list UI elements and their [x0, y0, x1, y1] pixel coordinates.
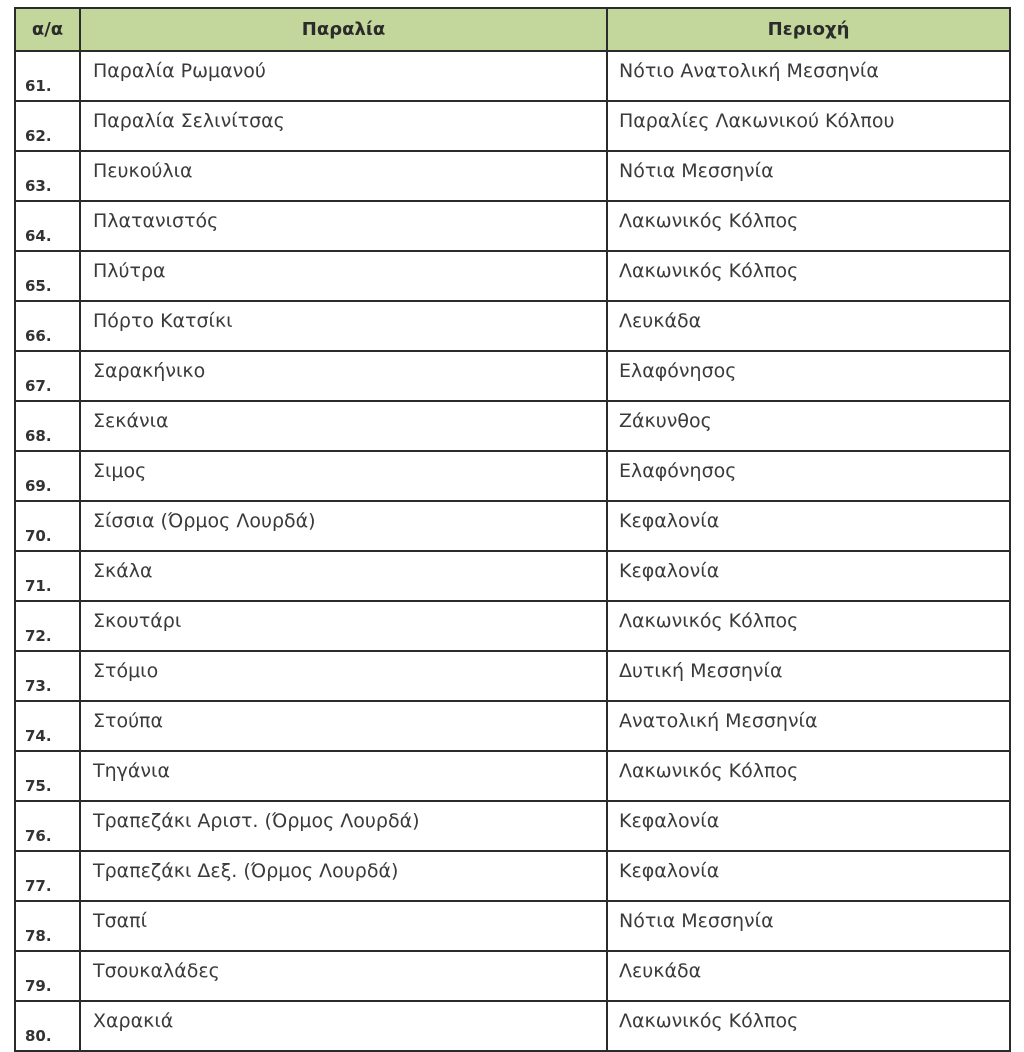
beach-name-cell: Τραπεζάκι Δεξ. (Όρμος Λουρδά): [80, 851, 607, 901]
table-row: [15, 201, 1010, 251]
row-number-cell: 75.: [15, 751, 80, 801]
area-cell: Δυτική Μεσσηνία: [607, 651, 1010, 701]
row-number-cell: 74.: [15, 701, 80, 751]
header-num: α/α: [15, 8, 80, 51]
table-row: [15, 51, 1010, 101]
beach-name-cell: Σιμος: [80, 451, 607, 501]
row-number-cell: 72.: [15, 601, 80, 651]
row-number-cell: 61.: [15, 51, 80, 101]
row-number-cell: 69.: [15, 451, 80, 501]
row-number-cell: 73.: [15, 651, 80, 701]
table-row: [15, 951, 1010, 1001]
row-number-cell: 76.: [15, 801, 80, 851]
row-number-cell: 71.: [15, 551, 80, 601]
beach-name-cell: Τηγάνια: [80, 751, 607, 801]
area-cell: Λακωνικός Κόλπος: [607, 251, 1010, 301]
beach-name-cell: Πευκούλια: [80, 151, 607, 201]
area-cell: Κεφαλονία: [607, 501, 1010, 551]
table-row: [15, 901, 1010, 951]
beach-name-cell: Σίσσια (Όρμος Λουρδά): [80, 501, 607, 551]
beach-name-cell: Χαρακιά: [80, 1001, 607, 1051]
table-row: [15, 551, 1010, 601]
beach-name-cell: Πλατανιστός: [80, 201, 607, 251]
beach-name-cell: Σαρακήνικο: [80, 351, 607, 401]
area-cell: Ελαφόνησος: [607, 351, 1010, 401]
area-cell: Νότια Μεσσηνία: [607, 901, 1010, 951]
area-cell: Λευκάδα: [607, 951, 1010, 1001]
table-row: [15, 501, 1010, 551]
row-number-cell: 64.: [15, 201, 80, 251]
beach-name-cell: Σκουτάρι: [80, 601, 607, 651]
beaches-table: [14, 7, 1011, 1052]
row-number-cell: 66.: [15, 301, 80, 351]
row-number-cell: 62.: [15, 101, 80, 151]
table-row: [15, 601, 1010, 651]
row-number-cell: 77.: [15, 851, 80, 901]
beach-name-cell: Πλύτρα: [80, 251, 607, 301]
table-row: [15, 401, 1010, 451]
area-cell: Λακωνικός Κόλπος: [607, 201, 1010, 251]
area-cell: Κεφαλονία: [607, 801, 1010, 851]
area-cell: Νότια Μεσσηνία: [607, 151, 1010, 201]
beach-name-cell: Πόρτο Κατσίκι: [80, 301, 607, 351]
area-cell: Κεφαλονία: [607, 851, 1010, 901]
row-number-cell: 70.: [15, 501, 80, 551]
table-row: [15, 101, 1010, 151]
table-row: [15, 801, 1010, 851]
table-row: [15, 1001, 1010, 1051]
table-row: [15, 451, 1010, 501]
area-cell: Ελαφόνησος: [607, 451, 1010, 501]
area-cell: Ανατολική Μεσσηνία: [607, 701, 1010, 751]
area-cell: Ζάκυνθος: [607, 401, 1010, 451]
row-number-cell: 65.: [15, 251, 80, 301]
beach-name-cell: Τσουκαλάδες: [80, 951, 607, 1001]
table-body: [15, 51, 1010, 1051]
table-row: [15, 651, 1010, 701]
area-cell: Λακωνικός Κόλπος: [607, 601, 1010, 651]
area-cell: Κεφαλονία: [607, 551, 1010, 601]
header-area: Περιοχή: [607, 8, 1010, 51]
beach-name-cell: Τραπεζάκι Αριστ. (Όρμος Λουρδά): [80, 801, 607, 851]
area-cell: Νότιο Ανατολική Μεσσηνία: [607, 51, 1010, 101]
table-row: [15, 751, 1010, 801]
beach-name-cell: Σκάλα: [80, 551, 607, 601]
header-beach: Παραλία: [80, 8, 607, 51]
beach-name-cell: Τσαπί: [80, 901, 607, 951]
row-number-cell: 78.: [15, 901, 80, 951]
row-number-cell: 79.: [15, 951, 80, 1001]
beach-name-cell: Παραλία Ρωμανού: [80, 51, 607, 101]
row-number-cell: 63.: [15, 151, 80, 201]
table-row: [15, 151, 1010, 201]
row-number-cell: 80.: [15, 1001, 80, 1051]
row-number-cell: 67.: [15, 351, 80, 401]
beach-name-cell: Στούπα: [80, 701, 607, 751]
area-cell: Λευκάδα: [607, 301, 1010, 351]
area-cell: Λακωνικός Κόλπος: [607, 751, 1010, 801]
table-row: [15, 851, 1010, 901]
table-row: [15, 701, 1010, 751]
table-row: [15, 301, 1010, 351]
beach-name-cell: Παραλία Σελινίτσας: [80, 101, 607, 151]
beach-name-cell: Σεκάνια: [80, 401, 607, 451]
header-row: [15, 8, 1010, 51]
area-cell: Λακωνικός Κόλπος: [607, 1001, 1010, 1051]
table-row: [15, 351, 1010, 401]
table-header: [15, 8, 1010, 51]
area-cell: Παραλίες Λακωνικού Κόλπου: [607, 101, 1010, 151]
beach-name-cell: Στόμιο: [80, 651, 607, 701]
row-number-cell: 68.: [15, 401, 80, 451]
table-row: [15, 251, 1010, 301]
